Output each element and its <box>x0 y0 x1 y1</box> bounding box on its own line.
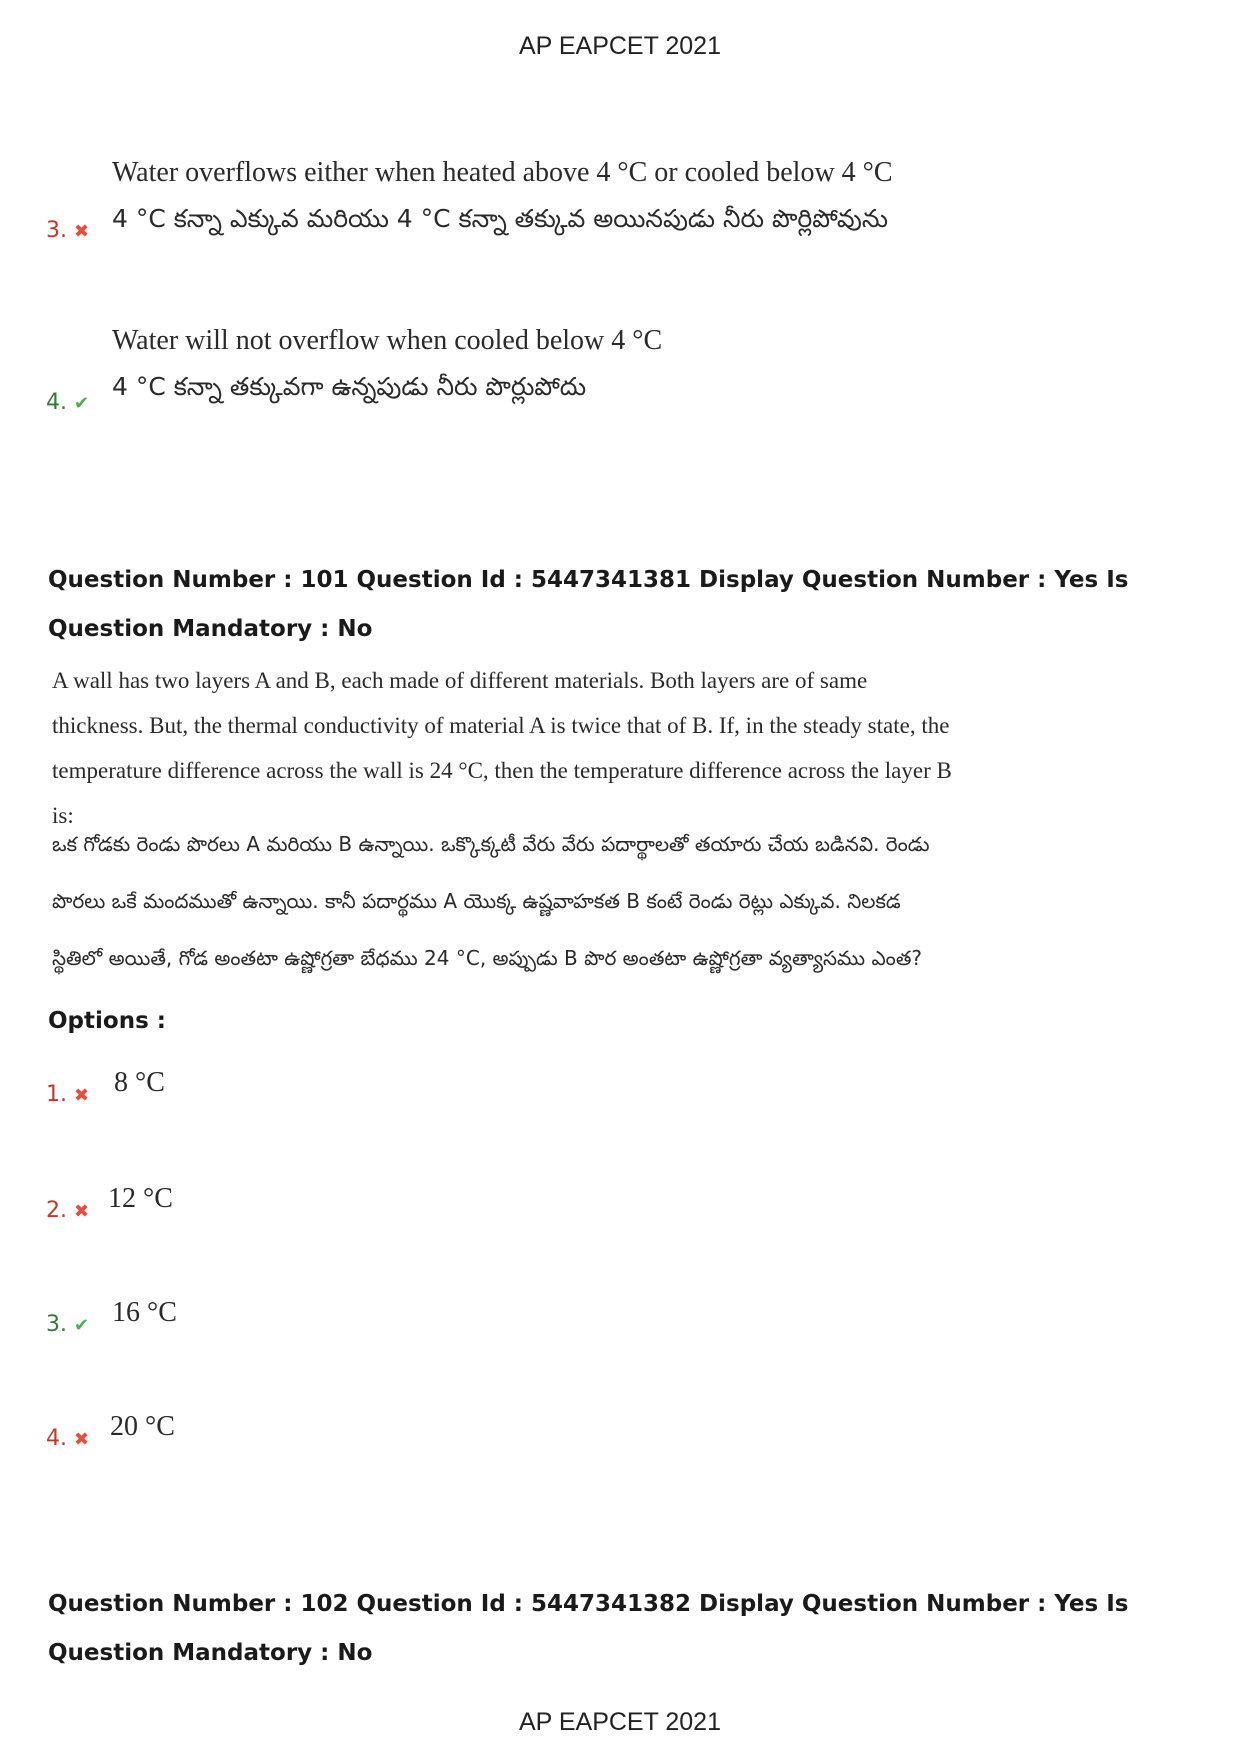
option-3[interactable] <box>46 1290 1196 1340</box>
check-icon: ✔ <box>74 1315 90 1336</box>
option-number: 1. <box>46 1082 67 1107</box>
option-text-en: Water overflows either when heated above 4 °C or cooled below 4 °C <box>112 157 893 188</box>
option-4[interactable] <box>46 1404 1196 1454</box>
option-text <box>112 318 1212 410</box>
option-marker <box>46 1082 89 1107</box>
options-label: Options : <box>48 1008 166 1034</box>
option-text <box>112 150 1212 242</box>
option-marker <box>46 218 89 243</box>
cross-icon: ✖ <box>74 1429 90 1450</box>
option-number: 3. <box>46 218 67 243</box>
option-marker <box>46 1426 89 1451</box>
question-meta: Question Number : 101 Question Id : 5447341381 Display Question Number : Yes Is Question Mandatory : No <box>48 567 1129 642</box>
option-text: 16 °C <box>112 1297 177 1328</box>
option-text-en: Water will not overflow when cooled below 4 °C <box>112 325 663 356</box>
prev-option-4 <box>46 318 1196 428</box>
option-text: 12 °C <box>108 1183 173 1214</box>
cross-icon: ✖ <box>74 1085 90 1106</box>
page-header: AP EAPCET 2021 <box>519 32 721 60</box>
check-icon: ✔ <box>74 393 90 414</box>
option-marker <box>46 1312 89 1337</box>
cross-icon: ✖ <box>74 1201 90 1222</box>
option-marker <box>46 1198 89 1223</box>
question-text-te: ఒక గోడకు రెండు పొరలు A మరియు B ఉన్నాయి. ఒక్కొక్కటీ వేరు వేరు పదార్థాలతో తయారు చేయ బడినవి. రెండు పొరలు ఒకే మందముతో ఉన్నాయి. కానీ పదార్థము A యొక్క ఉష్ణవాహకత B కంటే రెండు రెట్లు ఎక్కువ. నిలకడ స్థితిలో అయితే, గోడ అంతటా ఉష్ణోగ్రతా బేధము 24 °C, అప్పుడు B పొర అంతటా ఉష్ణోగ్రతా వ్యత్యాసము ఎంత? <box>52 832 930 970</box>
option-number: 3. <box>46 1312 67 1337</box>
option-text: 8 °C <box>114 1067 165 1098</box>
question-text-en: A wall has two layers A and B, each made of different materials. Both layers are of same thickness. But, the thermal conductivity of material A is twice that of B. If, in the steady state, the temperature difference across the wall is 24 °C, then the temperature difference across the layer B is: <box>52 668 952 828</box>
option-text: 20 °C <box>110 1411 175 1442</box>
option-number: 4. <box>46 1426 67 1451</box>
option-marker <box>46 390 89 415</box>
option-2[interactable] <box>46 1176 1196 1226</box>
prev-option-3 <box>46 150 1196 260</box>
cross-icon: ✖ <box>74 221 90 242</box>
option-number: 2. <box>46 1198 67 1223</box>
option-number: 4. <box>46 390 67 415</box>
option-text-te: 4 °C కన్నా ఎక్కువ మరియు 4 °C కన్నా తక్కువ అయినపుడు నీరు పొర్లిపోవును <box>112 204 889 233</box>
option-1[interactable] <box>46 1060 1196 1110</box>
question-meta: Question Number : 102 Question Id : 5447341382 Display Question Number : Yes Is Question Mandatory : No <box>48 1591 1129 1666</box>
page-footer: AP EAPCET 2021 <box>519 1708 721 1736</box>
option-text-te: 4 °C కన్నా తక్కువగా ఉన్నపుడు నీరు పొర్లుపోదు <box>112 372 587 401</box>
